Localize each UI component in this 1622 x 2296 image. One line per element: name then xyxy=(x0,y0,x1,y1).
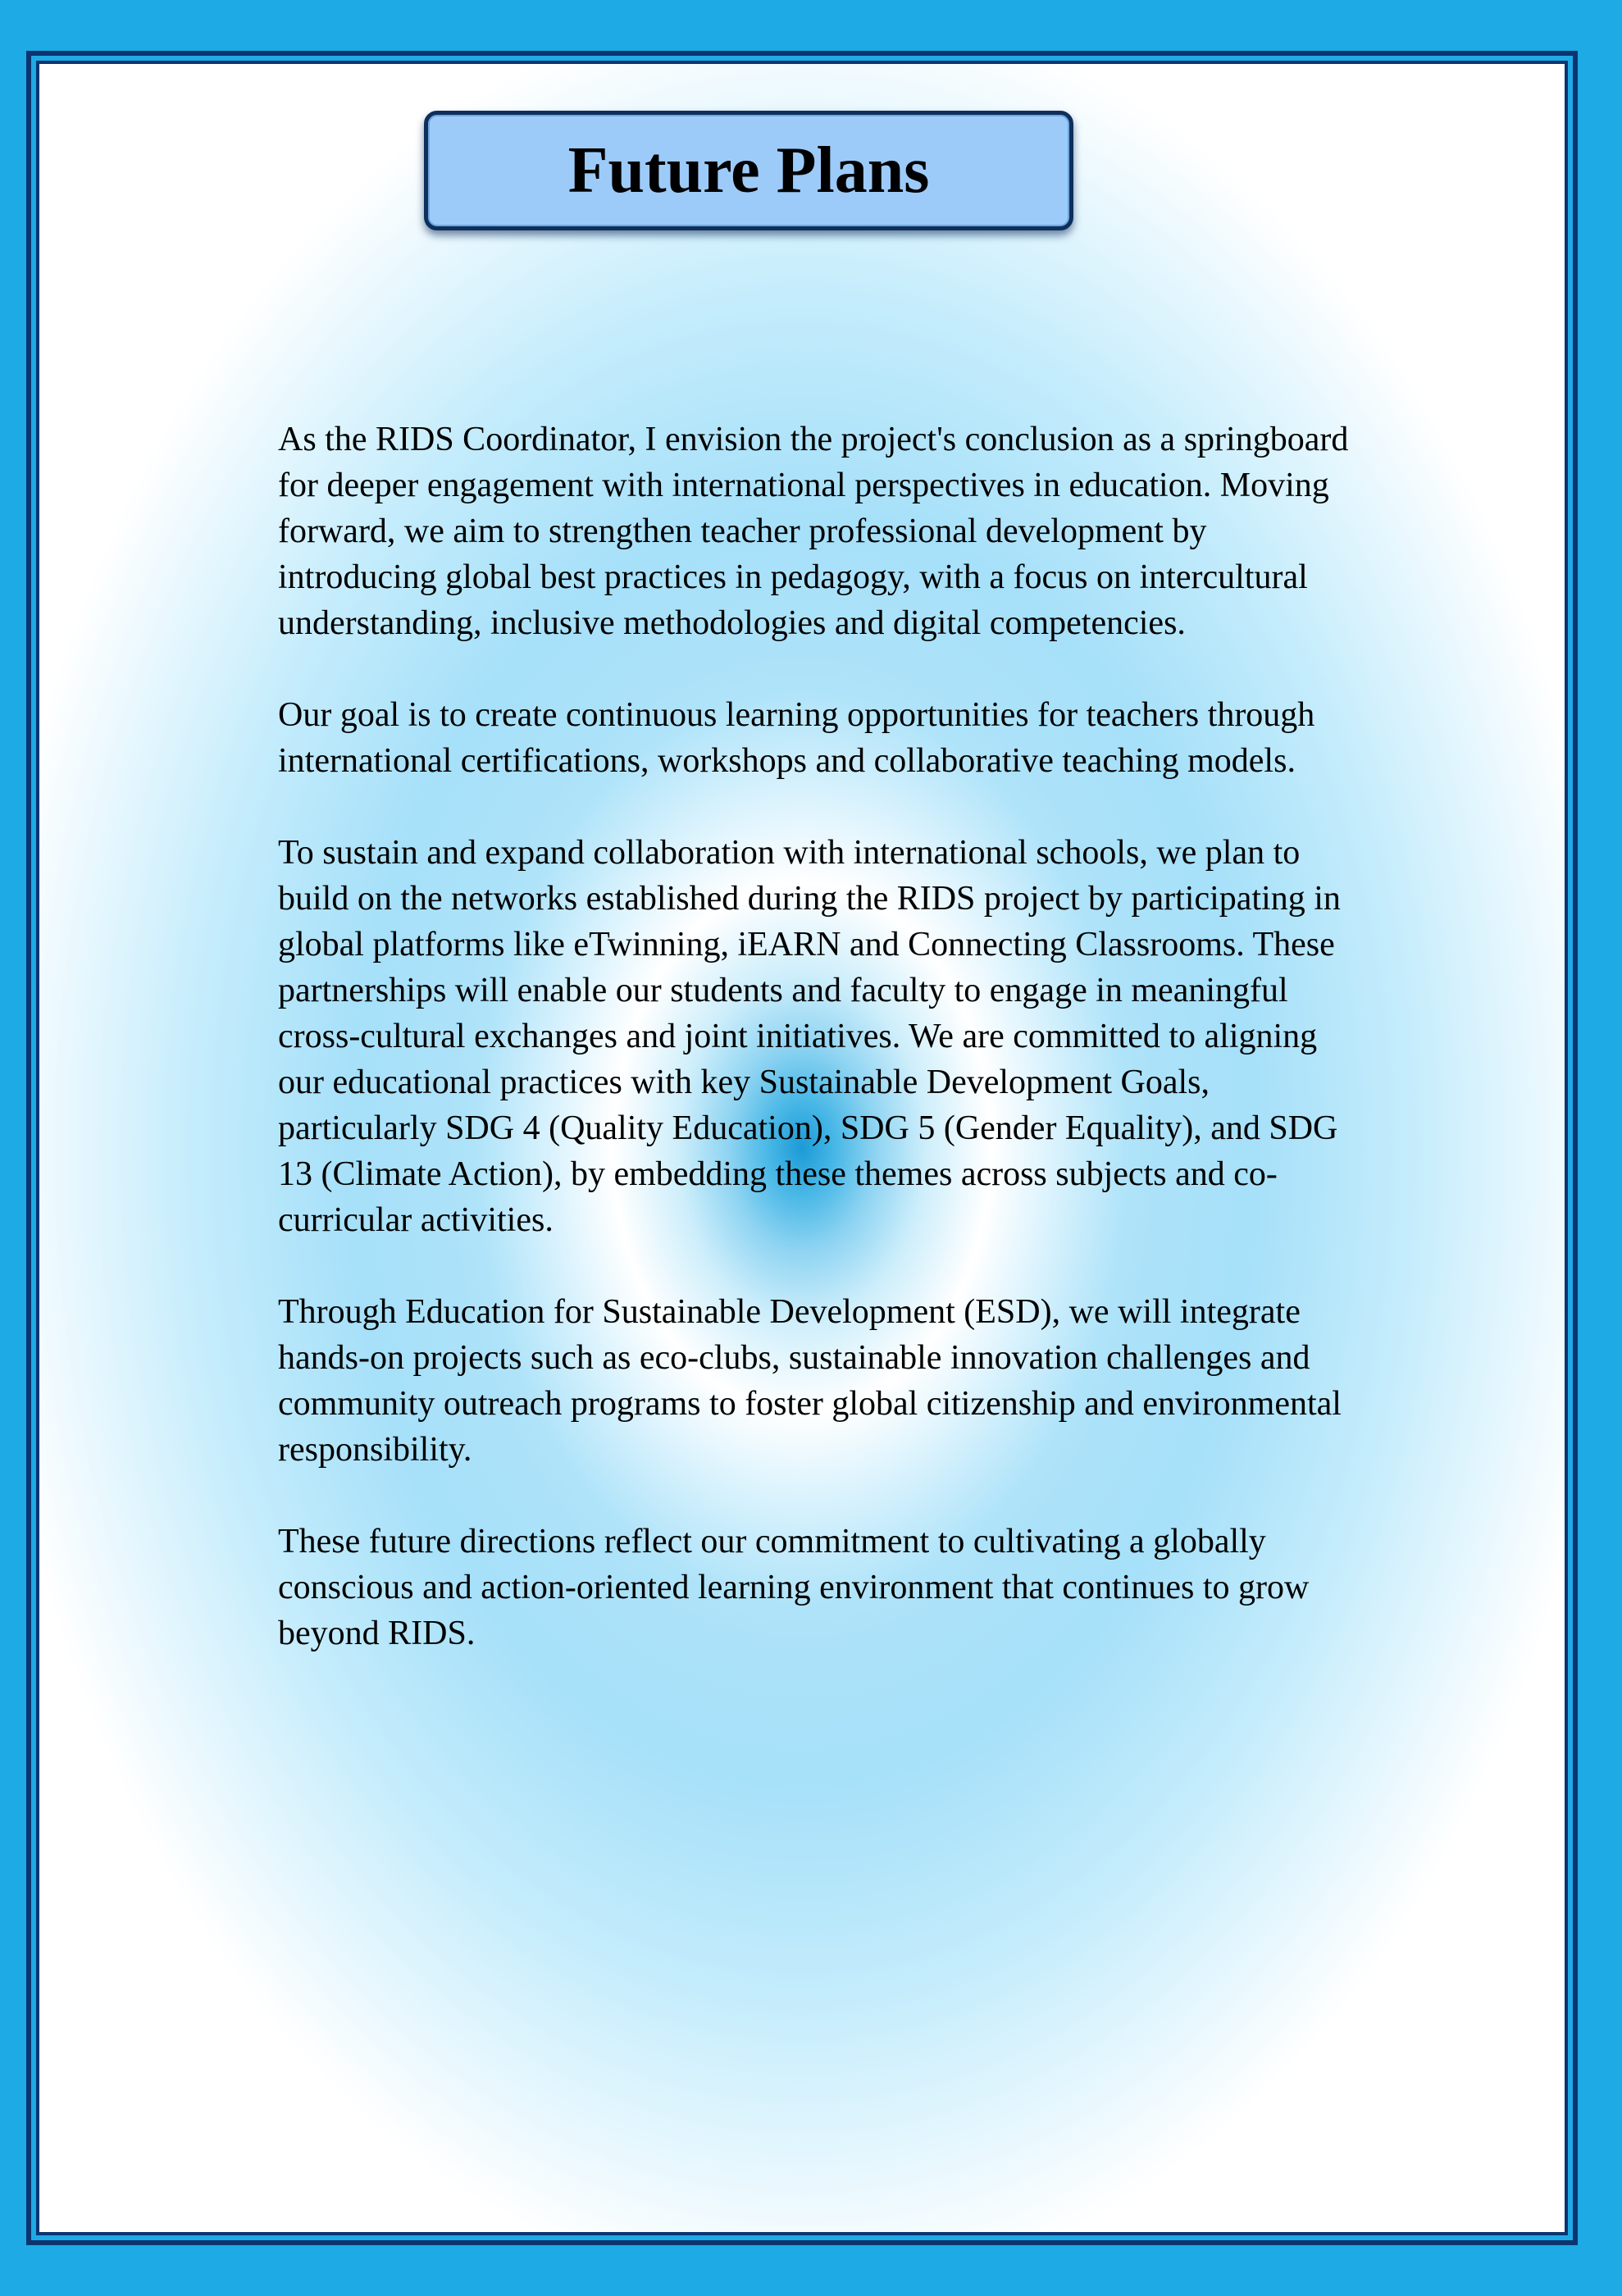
page-frame xyxy=(26,51,1578,2245)
paragraph: To sustain and expand collaboration with international schools, we plan to build on the networks established during the RIDS project by participating in global platforms like eTwinning, iEARN and Connecting Classrooms. These partnerships will enable our students and faculty to engage in meaningful cross-cultural exchanges and joint initiatives. We are committed to aligning our educational practices with key Sustainable Development Goals, particularly SDG 4 (Quality Education), SDG 5 (Gender Equality), and SDG 13 (Climate Action), by embedding these themes across subjects and co-curricular activities. xyxy=(278,834,1341,1239)
title-banner xyxy=(424,111,1073,230)
page-content-panel xyxy=(36,61,1568,2235)
paragraph: As the RIDS Coordinator, I envision the project's conclusion as a springboard for deeper engagement with international perspectives in education. Moving forward, we aim to strengthen teacher professional development by introducing global best practices in pedagogy, with a focus on intercultural understanding, inclusive methodologies and digital competencies. xyxy=(278,421,1349,642)
paragraph: These future directions reflect our commitment to cultivating a globally conscious and action-oriented learning environment that continues to grow beyond RIDS. xyxy=(278,1523,1310,1652)
page-title: Future Plans xyxy=(567,134,930,207)
paragraph: Our goal is to create continuous learning opportunities for teachers through international certifications, workshops and collaborative teaching models. xyxy=(278,696,1315,780)
paragraph: Through Education for Sustainable Development (ESD), we will integrate hands-on projects such as eco-clubs, sustainable innovation challenges and community outreach programs to foster global citizenship and environmental responsibility. xyxy=(278,1293,1342,1469)
body-text xyxy=(278,417,1369,1702)
